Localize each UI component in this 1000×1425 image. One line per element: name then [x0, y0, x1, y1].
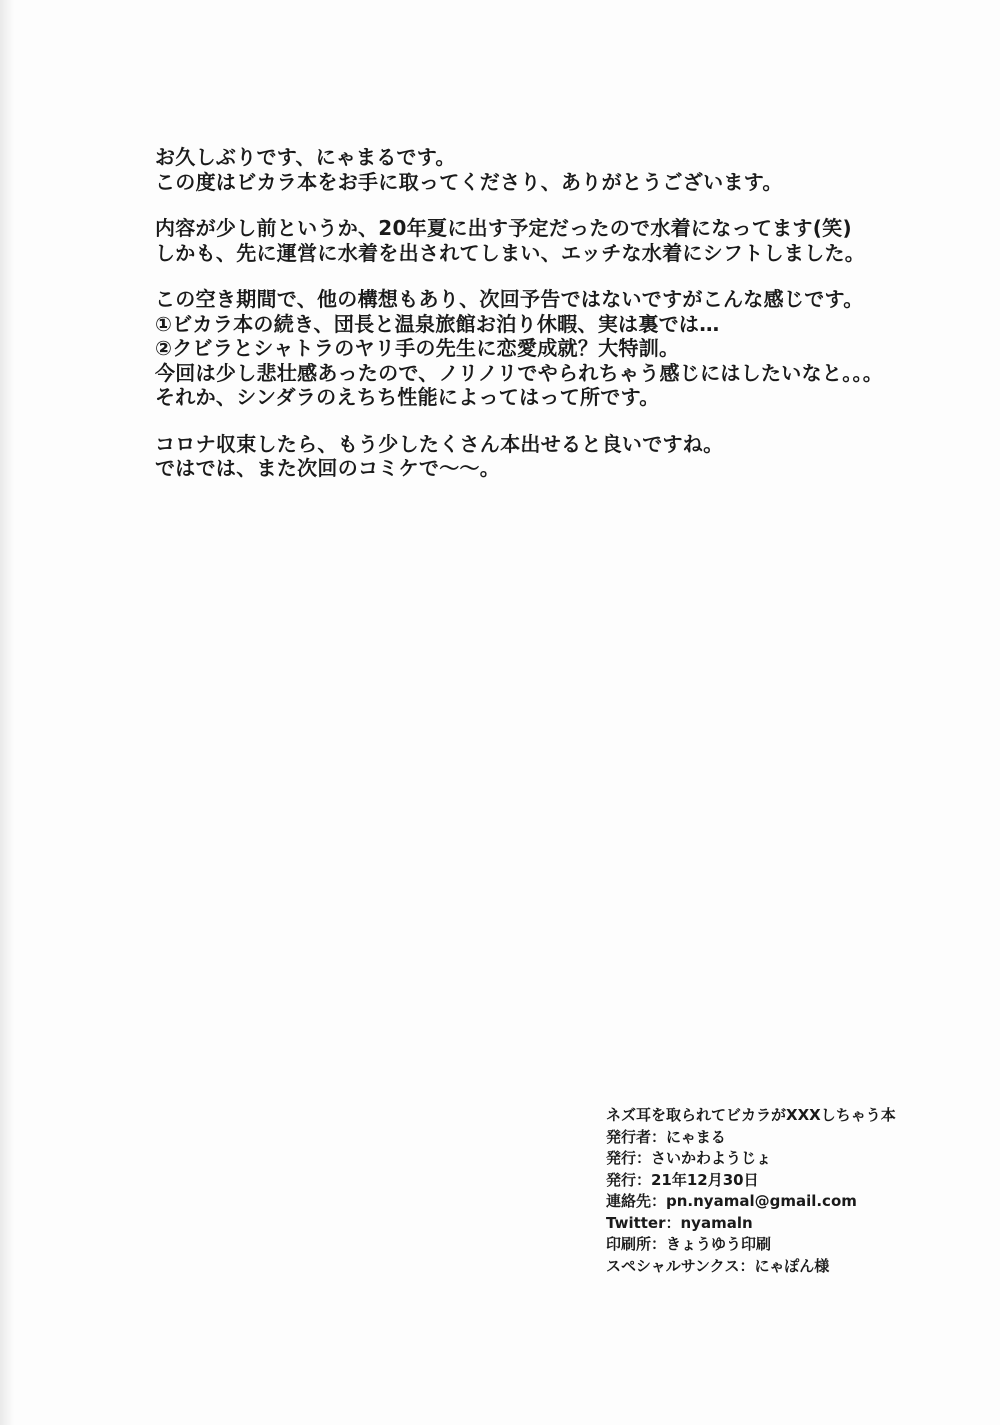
- text-line: この度はビカラ本をお手に取ってくださり、ありがとうございます。: [155, 169, 783, 194]
- text-line: それか、シンダラのえちち性能によってはって所です。: [155, 385, 660, 409]
- colophon-twitter: Twitter：nyamaln: [606, 1213, 753, 1232]
- page-edge-shadow: [0, 0, 14, 1425]
- text-line: しかも、先に運営に水着を出されてしまい、エッチな水着にシフトしました。: [155, 240, 866, 265]
- afterword-text: [155, 145, 884, 503]
- paragraph-plans: [155, 287, 884, 410]
- colophon-publisher: 発行者：にゃまる: [606, 1127, 726, 1146]
- text-line: ではでは、また次回のコミケで～～。: [155, 456, 501, 480]
- colophon-thanks: スペシャルサンクス：にゃぽん様: [606, 1256, 830, 1275]
- paragraph-greeting: [155, 145, 875, 194]
- paragraph-content-note: [155, 216, 875, 265]
- paragraph-closing: [155, 432, 875, 481]
- colophon: [606, 1105, 926, 1277]
- text-line: コロナ収束したら、もう少したくさん本出せると良いですね。: [155, 431, 724, 456]
- colophon-date: 発行：21年12月30日: [606, 1170, 759, 1189]
- text-line: 今回は少し悲壮感あったので、ノリノリでやられちゃう感じにはしたいなと。。。: [155, 360, 884, 385]
- colophon-issuer: 発行：さいかわようじょ: [606, 1149, 772, 1167]
- text-line: お久しぶりです、にゃまるです。: [155, 145, 456, 169]
- colophon-title: ネズ耳を取られてビカラがXXXしちゃう本: [606, 1106, 896, 1124]
- text-line: 内容が少し前というか、20年夏に出す予定だったので水着になってます(笑): [155, 216, 852, 240]
- text-line: ①ビカラ本の続き、団長と温泉旅館お泊り休暇、実は裏では…: [155, 311, 720, 336]
- text-line: この空き期間で、他の構想もあり、次回予告ではないですがこんな感じです。: [155, 287, 864, 311]
- colophon-printer: 印刷所：きょうゆう印刷: [606, 1235, 772, 1253]
- colophon-contact: 連絡先：pn.nyamal@gmail.com: [606, 1192, 857, 1210]
- text-line: ②クビラとシャトラのヤリ手の先生に恋愛成就？大特訓。: [155, 336, 680, 360]
